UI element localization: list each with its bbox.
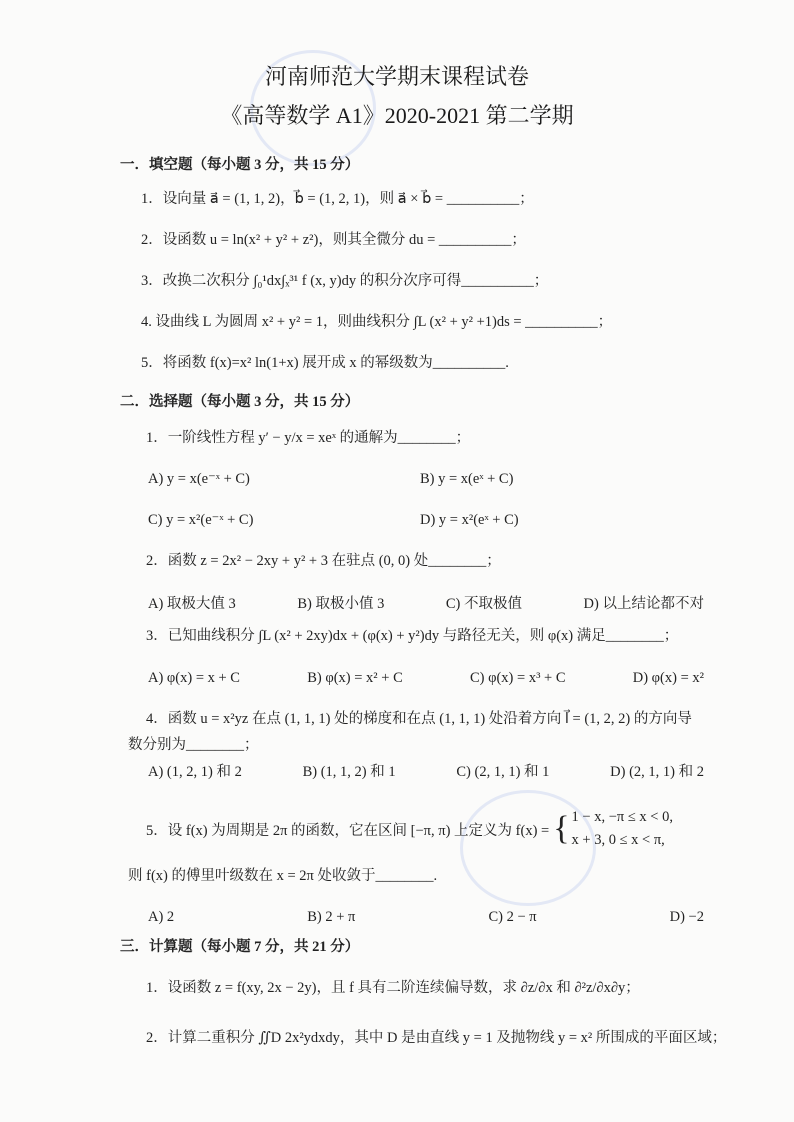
choice-3-option-a: A) φ(x) = x + C xyxy=(148,670,240,686)
choice-4-option-a: A) (1, 2, 1) 和 2 xyxy=(148,764,242,780)
piecewise-case-2: x + 3, 0 ≤ x < π, xyxy=(571,832,665,848)
choice-question-1: 1．一阶线性方程 y′ − y/x = xeˣ 的通解为________； xyxy=(146,430,471,446)
fill-question-3: 3．改换二次积分 ∫₀¹dx∫ₓ³¹ f (x, y)dy 的积分次序可得__________； xyxy=(141,273,549,289)
choice-question-5-cont: 则 f(x) 的傅里叶级数在 x = 2π 处收敛于________. xyxy=(128,868,438,884)
choice-2-option-a: A) 取极大值 3 xyxy=(148,596,236,612)
choice-2-option-c: C) 不取极值 xyxy=(445,596,522,612)
choice-1-options-row-2 xyxy=(148,510,519,530)
choice-5-option-a: A) 2 xyxy=(148,909,175,925)
choice-3-options xyxy=(148,668,704,688)
calc-question-2: 2．计算二重积分 ∬D 2x²ydxdy，其中 D 是由直线 y = 1 及抛物线 y = x² 所围成的平面区域； xyxy=(146,1030,727,1046)
fill-question-4: 4. 设曲线 L 为圆周 x² + y² = 1，则曲线积分 ∫L (x² + y² +1)ds = __________； xyxy=(141,314,613,330)
section-heading-choice: 二．选择题（每小题 3 分，共 15 分） xyxy=(120,394,360,410)
choice-2-option-b: B) 取极小值 3 xyxy=(297,596,385,612)
choice-4-options xyxy=(148,762,704,782)
choice-4-option-d: D) (2, 1, 1) 和 2 xyxy=(610,764,704,780)
brace: { xyxy=(553,810,570,847)
choice-1-option-b: B) y = x(eˣ + C) xyxy=(420,471,514,487)
choice-1-option-a: A) y = x(e⁻ˣ + C) xyxy=(148,471,250,487)
choice-4-option-c: C) (2, 1, 1) 和 1 xyxy=(456,764,550,780)
choice-question-4-cont: 数分别为________； xyxy=(128,737,259,753)
section-heading-calculation: 三．计算题（每小题 7 分，共 21 分） xyxy=(120,939,360,955)
choice-1-option-c: C) y = x²(e⁻ˣ + C) xyxy=(148,512,254,528)
choice-1-option-d: D) y = x²(eˣ + C) xyxy=(420,512,519,528)
choice-2-options xyxy=(148,594,704,614)
choice-question-5-line xyxy=(146,806,673,852)
choice-question-3: 3．已知曲线积分 ∫L (x² + 2xy)dx + (φ(x) + y²)dy 与路径无关，则 φ(x) 满足________； xyxy=(146,628,679,644)
choice-5-option-c: C) 2 − π xyxy=(488,909,537,925)
fill-question-1: 1．设向量 a⃗ = (1, 1, 2)，b⃗ = (1, 2, 1)，则 a⃗ × b⃗ = __________； xyxy=(141,191,534,207)
choice-5-option-d: D) −2 xyxy=(669,909,704,925)
choice-3-option-c: C) φ(x) = x³ + C xyxy=(469,670,566,686)
choice-3-option-b: B) φ(x) = x² + C xyxy=(307,670,403,686)
choice-question-2: 2．函数 z = 2x² − 2xy + y² + 3 在驻点 (0, 0) 处________； xyxy=(146,553,501,569)
piecewise-cases xyxy=(572,806,673,852)
choice-question-4: 4．函数 u = x²yz 在点 (1, 1, 1) 处的梯度和在点 (1, 1, 1) 处沿着方向 l⃗ = (1, 2, 2) 的方向导 xyxy=(146,711,692,727)
choice-5-options xyxy=(148,907,704,927)
choice-question-5: 5．设 f(x) 为周期是 2π 的函数，它在区间 [−π, π) 上定义为 f(x) = xyxy=(146,822,550,839)
fill-question-2: 2．设函数 u = ln(x² + y² + z²)，则其全微分 du = __________； xyxy=(141,232,526,248)
choice-2-option-d: D) 以上结论都不对 xyxy=(583,596,704,612)
page-title: 河南师范大学期末课程试卷 xyxy=(264,64,529,89)
calc-question-1: 1．设函数 z = f(xy, 2x − 2y)，且 f 具有二阶连续偏导数，求 ∂z/∂x 和 ∂²z/∂x∂y； xyxy=(146,980,640,996)
section-heading-fill-blank: 一．填空题（每小题 3 分，共 15 分） xyxy=(120,157,360,173)
choice-1-options-row-1 xyxy=(148,469,514,489)
fill-question-5: 5．将函数 f(x)=x² ln(1+x) 展开成 x 的幂级数为__________. xyxy=(141,355,509,371)
choice-5-option-b: B) 2 + π xyxy=(307,909,356,925)
piecewise-case-1: 1 − x, −π ≤ x < 0, xyxy=(571,809,673,825)
choice-3-option-d: D) φ(x) = x² xyxy=(632,670,704,686)
choice-4-option-b: B) (1, 1, 2) 和 1 xyxy=(302,764,396,780)
page-subtitle: 《高等数学 A1》2020-2021 第二学期 xyxy=(220,103,574,128)
